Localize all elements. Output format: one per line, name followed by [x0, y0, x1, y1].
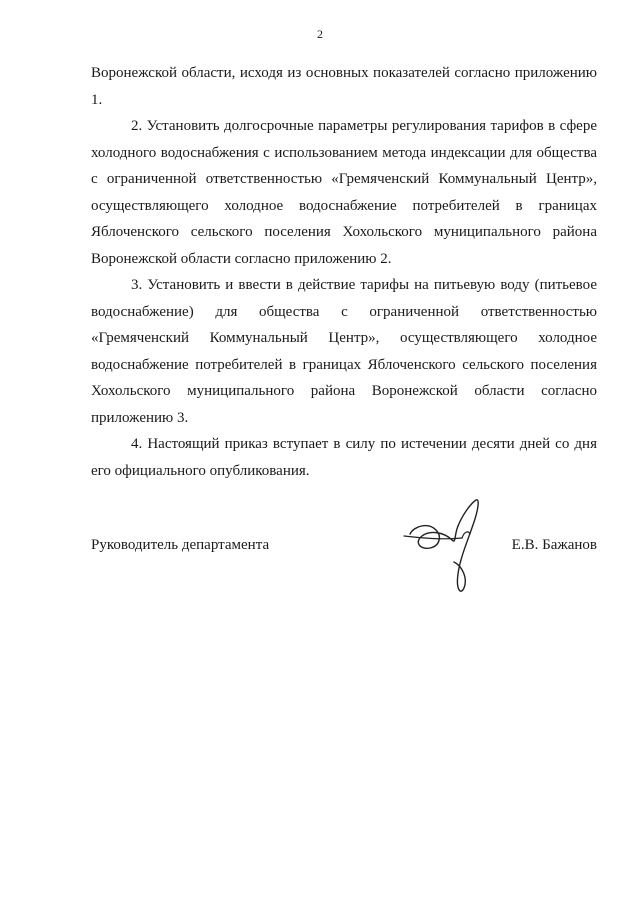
- signatory-name: Е.В. Бажанов: [511, 537, 597, 553]
- paragraph-item-4: 4. Настоящий приказ вступает в силу по истечении десяти дней со дня его официального опубликования.: [91, 436, 597, 479]
- paragraph-continuation: Воронежской области, исходя из основных показателей согласно приложению 1.: [91, 65, 597, 108]
- handwritten-signature: [402, 496, 502, 601]
- page-number: 2: [317, 27, 323, 41]
- signature-block: [91, 537, 597, 557]
- signatory-title: Руководитель департамента: [91, 537, 270, 553]
- paragraph-item-3: 3. Установить и ввести в действие тарифы на питьевую воду (питьевое водоснабжение) для общества с ограниченной ответственностью «Гремяченский Коммунальный Центр», осуществляющего холодное водоснабжение потребителей в границах Яблоченского сельского поселения Хохольского муниципального района Воронежской области согласно приложению 3.: [91, 277, 597, 426]
- document-body: [91, 60, 597, 484]
- paragraph-item-2: 2. Установить долгосрочные параметры регулирования тарифов в сфере холодного водоснабжения с использованием метода индексации для общества с ограниченной ответственностью «Гремяченский Коммунальный Центр», осуществляющего холодное водоснабжение потребителей в границах Яблоченского сельского поселения Хохольского муниципального района Воронежской области согласно приложению 2.: [91, 118, 597, 267]
